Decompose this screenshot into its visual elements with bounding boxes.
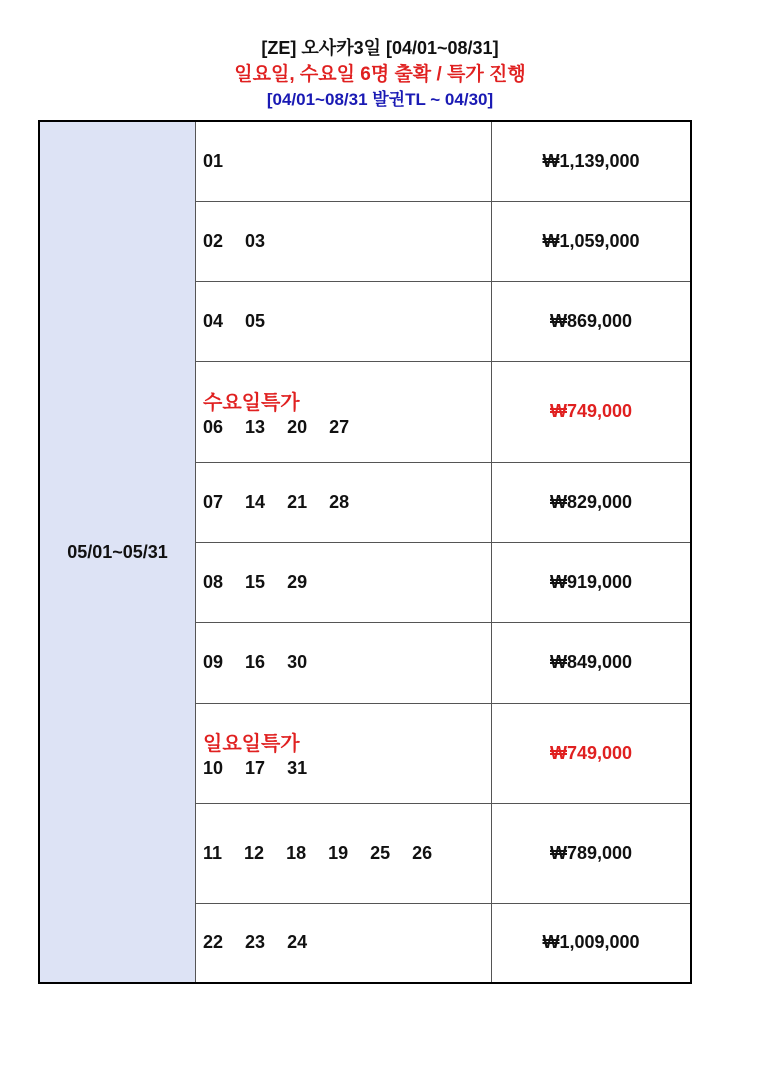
- price-table: [38, 120, 692, 984]
- date: 10: [203, 758, 224, 778]
- date: 20: [287, 416, 308, 437]
- date: 13: [245, 416, 266, 437]
- departure-dates: [196, 361, 492, 462]
- special-label: 일요일특가: [203, 733, 300, 755]
- title: [ZE] 오사카3일 [04/01~08/31]: [261, 38, 499, 58]
- departure-dates: [196, 542, 492, 622]
- date: 12: [244, 842, 265, 863]
- price: ₩789,000: [492, 803, 692, 903]
- price: ₩849,000: [492, 622, 692, 703]
- date: 14: [245, 491, 266, 512]
- price: ₩829,000: [492, 462, 692, 542]
- special-label: 수요일특가: [203, 391, 300, 414]
- promo-line: 일요일, 수요일 6명 출확 / 특가 진행: [234, 64, 526, 85]
- date: 11: [203, 842, 223, 863]
- date: 24: [287, 932, 308, 953]
- date: 16: [245, 652, 266, 672]
- departure-dates: [196, 121, 492, 201]
- date: 06: [203, 416, 224, 437]
- date: 26: [412, 842, 433, 863]
- date: 18: [286, 842, 307, 863]
- date: 25: [370, 842, 391, 863]
- price: ₩869,000: [492, 281, 692, 361]
- price: ₩749,000: [492, 361, 692, 462]
- date: 17: [245, 758, 266, 778]
- date: 28: [329, 491, 350, 512]
- date: 30: [287, 652, 308, 672]
- date: 31: [287, 758, 308, 778]
- table-row: [39, 121, 691, 201]
- price: ₩1,009,000: [492, 903, 692, 983]
- date: 29: [287, 571, 308, 592]
- departure-dates: [196, 703, 492, 803]
- departure-dates: [196, 201, 492, 281]
- date: 15: [245, 571, 266, 592]
- price: ₩1,059,000: [492, 201, 692, 281]
- date: 23: [245, 932, 266, 953]
- date: 27: [329, 416, 350, 437]
- date: 04: [203, 310, 224, 331]
- date: 07: [203, 491, 224, 512]
- price: ₩1,139,000: [492, 121, 692, 201]
- departure-dates: [196, 462, 492, 542]
- date: 01: [203, 150, 224, 171]
- departure-dates: [196, 903, 492, 983]
- departure-dates: [196, 803, 492, 903]
- departure-dates: [196, 281, 492, 361]
- ticketing-deadline: [04/01~08/31 발권TL ~ 04/30]: [266, 90, 494, 109]
- date: 03: [245, 230, 266, 251]
- departure-dates: [196, 622, 492, 703]
- period-cell: 05/01~05/31: [39, 121, 196, 983]
- date: 09: [203, 652, 224, 672]
- price: ₩749,000: [492, 703, 692, 803]
- price: ₩919,000: [492, 542, 692, 622]
- date: 08: [203, 571, 224, 592]
- date: 05: [245, 310, 266, 331]
- date: 02: [203, 230, 224, 251]
- date: 21: [287, 491, 308, 512]
- date: 19: [328, 842, 349, 863]
- date: 22: [203, 932, 224, 953]
